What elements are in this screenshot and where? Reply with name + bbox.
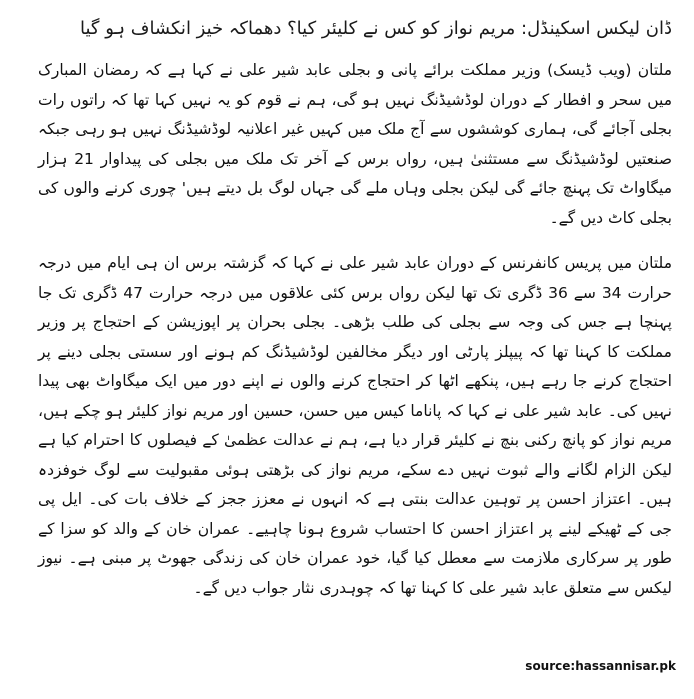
article — [38, 14, 672, 619]
article-paragraph-1: ملتان (ویب ڈیسک) وزیر مملکت برائے پانی و بجلی عابد شیر علی نے کہا ہے کہ رمضان المبارک میں سحر و افطار کے دوران لوڈشیڈنگ نہیں ہو گی، ہم نے قوم کو یہ نہیں کہا تھا کہ راتوں رات بجلی آجائے گی، ہماری کوششوں سے آج ملک میں کہیں غیر اعلانیہ لوڈشیڈنگ نہیں ہو رہی جبکہ صنعتیں لوڈشیڈنگ سے مستثنیٰ ہیں، رواں برس کے آخر تک ملک میں بجلی کی پیداوار 21 ہزار میگاواٹ تک پہنچ جائے گی لیکن بجلی وہاں ملے گی جہاں لوگ بل دیتے ہیں' چوری کرنے والوں کی بجلی کاٹ دیں گے۔ — [38, 61, 672, 227]
article-paragraph-2: ملتان میں پریس کانفرنس کے دوران عابد شیر علی نے کہا کہ گزشتہ برس ان ہی ایام میں درجہ حرارت 34 سے 36 ڈگری تک تھا لیکن رواں برس کئی علاقوں میں درجہ حرارت 47 ڈگری تک جا پہنچا ہے جس کی وجہ سے بجلی کی طلب بڑھی۔ بجلی بحران پر اپوزیشن کے احتجاج پر وزیر مملکت کا کہنا تھا کہ پیپلز پارٹی اور دیگر مخالفین لوڈشیڈنگ کم ہونے اور سستی بجلی دینے پر احتجاج کرنے جا رہے ہیں، پنکھے اٹھا کر احتجاج کرنے والوں نے اپنے دور میں ایک میگاواٹ بھی پیدا نہیں کی۔ عابد شیر علی نے کہا کہ پاناما کیس میں حسن، حسین اور مریم نواز کلیئر ہو چکے ہیں، مریم نواز کو پانچ رکنی بنچ نے کلیئر قرار دیا ہے، ہم نے عدالت عظمیٰ کے فیصلوں کا احترام کیا ہے لیکن الزام لگانے والے ثبوت نہیں دے سکے، مریم نواز کی بڑھتی ہوئی مقبولیت سے لوگ خوفزدہ ہیں۔ اعتزاز احسن پر توہین عدالت بنتی ہے کہ انہوں نے معزز ججز کے خلاف بات کی۔ ایل پی جی کے ٹھیکے لینے پر اعتزاز احسن کا احتساب شروع ہونا چاہیے۔ عمران خان کے والد کو سزا کے طور پر سرکاری ملازمت سے معطل کیا گیا، خود عمران خان کی زندگی جھوٹ پر مبنی ہے۔ نیوز لیکس سے متعلق عابد شیر علی کا کہنا تھا کہ چوہدری نثار جواب دیں گے۔ — [38, 254, 672, 597]
source-credit: source:hassannisar.pk — [525, 659, 676, 673]
article-headline: ڈان لیکس اسکینڈل: مریم نواز کو کس نے کلیئر کیا؟ دھماکہ خیز انکشاف ہو گیا — [80, 18, 672, 39]
